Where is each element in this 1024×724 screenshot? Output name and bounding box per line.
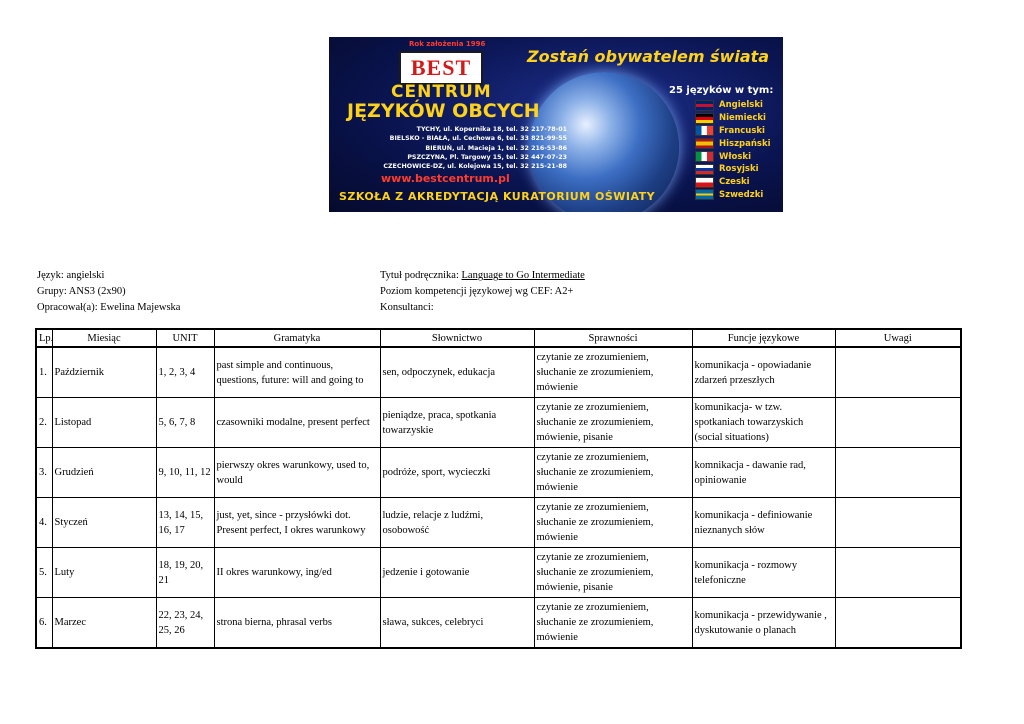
header-grammar: Gramatyka bbox=[214, 329, 380, 347]
language-item bbox=[695, 125, 771, 138]
cell-grammar: pierwszy okres warunkowy, used to, would bbox=[214, 448, 380, 498]
cell-functions: komnikacja - dawanie rad, opiniowanie bbox=[692, 448, 835, 498]
header-month: Miesiąc bbox=[52, 329, 156, 347]
cell-grammar: just, yet, since - przysłówki dot. Present perfect, I okres warunkowy bbox=[214, 498, 380, 548]
table-row bbox=[36, 448, 961, 498]
textbook-title-value: Language to Go Intermediate bbox=[461, 270, 585, 281]
author-line: Opracował(a): Ewelina Majewska bbox=[37, 302, 181, 313]
address-line: BIELSKO - BIAŁA, ul. Cechowa 6, tel. 33 821-99-55 bbox=[389, 135, 567, 143]
languages-list bbox=[695, 99, 771, 201]
syllabus-table bbox=[35, 328, 962, 649]
address-line: TYCHY, ul. Kopernika 18, tel. 32 217-78-01 bbox=[416, 126, 567, 133]
cell-month: Listopad bbox=[52, 398, 156, 448]
cell-lp: 2. bbox=[36, 398, 52, 448]
cell-notes bbox=[835, 347, 961, 398]
cell-notes bbox=[835, 548, 961, 598]
cell-skills: czytanie ze zrozumieniem, słuchanie ze zrozumieniem, mówienie, pisanie bbox=[534, 548, 692, 598]
cell-notes bbox=[835, 448, 961, 498]
cell-lp: 3. bbox=[36, 448, 52, 498]
best-logo: BEST bbox=[399, 51, 483, 85]
france-flag-icon bbox=[695, 125, 714, 136]
cell-unit: 22, 23, 24, 25, 26 bbox=[156, 598, 214, 649]
cell-unit: 13, 14, 15, 16, 17 bbox=[156, 498, 214, 548]
language-label: Włoski bbox=[719, 151, 751, 162]
language-label: Czeski bbox=[719, 177, 750, 188]
uk-flag-icon bbox=[695, 100, 714, 111]
cell-functions: komunikacja - rozmowy telefoniczne bbox=[692, 548, 835, 598]
address-line: CZECHOWICE-DZ, ul. Kolejowa 15, tel. 32 215-21-88 bbox=[383, 163, 567, 171]
cell-lp: 6. bbox=[36, 598, 52, 649]
cell-functions: komunikacja - przewidywanie , dyskutowanie o planach bbox=[692, 598, 835, 649]
cell-unit: 18, 19, 20, 21 bbox=[156, 548, 214, 598]
cell-functions: komunikacja- w tzw. spotkaniach towarzyskich (social situations) bbox=[692, 398, 835, 448]
cell-skills: czytanie ze zrozumieniem, słuchanie ze zrozumieniem, mówienie bbox=[534, 347, 692, 398]
cell-notes bbox=[835, 398, 961, 448]
header-unit: UNIT bbox=[156, 329, 214, 347]
banner-jezykow: JĘZYKÓW OBCYCH bbox=[347, 100, 540, 122]
cell-skills: czytanie ze zrozumieniem, słuchanie ze zrozumieniem, mówienie, pisanie bbox=[534, 398, 692, 448]
table-row bbox=[36, 598, 961, 649]
textbook-title-label: Tytuł podręcznika: bbox=[380, 270, 462, 281]
language-label: Rosyjski bbox=[719, 164, 759, 175]
cell-unit: 5, 6, 7, 8 bbox=[156, 398, 214, 448]
table-row bbox=[36, 347, 961, 398]
cell-grammar: czasowniki modalne, present perfect bbox=[214, 398, 380, 448]
course-info bbox=[37, 268, 180, 316]
consultants-line: Konsultanci: bbox=[380, 302, 434, 313]
language-item bbox=[695, 176, 771, 189]
sweden-flag-icon bbox=[695, 189, 714, 200]
germany-flag-icon bbox=[695, 113, 714, 124]
language-item bbox=[695, 112, 771, 125]
cell-notes bbox=[835, 498, 961, 548]
school-banner bbox=[329, 37, 783, 212]
founded-year: Rok założenia 1996 bbox=[409, 40, 486, 48]
groups-line: Grupy: ANS3 (2x90) bbox=[37, 286, 126, 297]
cell-month: Luty bbox=[52, 548, 156, 598]
table-row bbox=[36, 398, 961, 448]
address-line: PSZCZYNA, Pl. Targowy 15, tel. 32 447-07-23 bbox=[407, 153, 567, 161]
cell-vocabulary: pieniądze, praca, spotkania towarzyskie bbox=[380, 398, 534, 448]
language-label: Niemiecki bbox=[719, 113, 766, 124]
header-functions: Funcje językowe bbox=[692, 329, 835, 347]
cell-vocabulary: sen, odpoczynek, edukacja bbox=[380, 347, 534, 398]
cell-grammar: strona bierna, phrasal verbs bbox=[214, 598, 380, 649]
language-item bbox=[695, 163, 771, 176]
language-label: Angielski bbox=[719, 100, 763, 111]
header-vocabulary: Słownictwo bbox=[380, 329, 534, 347]
header-lp: Lp. bbox=[36, 329, 52, 347]
language-item bbox=[695, 137, 771, 150]
cell-vocabulary: sława, sukces, celebryci bbox=[380, 598, 534, 649]
cell-month: Styczeń bbox=[52, 498, 156, 548]
cell-unit: 1, 2, 3, 4 bbox=[156, 347, 214, 398]
russia-flag-icon bbox=[695, 164, 714, 175]
language-label: Francuski bbox=[719, 125, 765, 136]
table-row bbox=[36, 548, 961, 598]
language-label: Hiszpański bbox=[719, 138, 771, 149]
cell-vocabulary: ludzie, relacje z ludźmi, osobowość bbox=[380, 498, 534, 548]
header-skills: Sprawności bbox=[534, 329, 692, 347]
czech-flag-icon bbox=[695, 177, 714, 188]
cell-month: Marzec bbox=[52, 598, 156, 649]
banner-slogan: Zostań obywatelem świata bbox=[527, 47, 770, 66]
cell-skills: czytanie ze zrozumieniem, słuchanie ze zrozumieniem, mówienie bbox=[534, 598, 692, 649]
cell-notes bbox=[835, 598, 961, 649]
cef-level-line: Poziom kompetencji językowej wg CEF: A2+ bbox=[380, 286, 574, 297]
cell-grammar: past simple and continuous, questions, future: will and going to bbox=[214, 347, 380, 398]
cell-month: Grudzień bbox=[52, 448, 156, 498]
cell-month: Październik bbox=[52, 347, 156, 398]
cell-skills: czytanie ze zrozumieniem, słuchanie ze zrozumieniem, mówienie bbox=[534, 448, 692, 498]
textbook-title-line bbox=[380, 268, 585, 284]
language-label: Szwedzki bbox=[719, 189, 764, 200]
cell-functions: komunikacja - definiowanie nieznanych słów bbox=[692, 498, 835, 548]
language-line: Język: angielski bbox=[37, 270, 105, 281]
spain-flag-icon bbox=[695, 138, 714, 149]
table-header-row bbox=[36, 329, 961, 347]
banner-centrum: CENTRUM bbox=[391, 82, 492, 102]
cell-functions: komunikacja - opowiadanie zdarzeń przeszłych bbox=[692, 347, 835, 398]
cell-lp: 4. bbox=[36, 498, 52, 548]
header-notes: Uwagi bbox=[835, 329, 961, 347]
school-addresses bbox=[337, 125, 567, 171]
address-line: BIERUŃ, ul. Macieja 1, tel. 32 216-53-86 bbox=[425, 144, 567, 152]
cell-vocabulary: podróże, sport, wycieczki bbox=[380, 448, 534, 498]
cell-skills: czytanie ze zrozumieniem, słuchanie ze zrozumieniem, mówienie bbox=[534, 498, 692, 548]
language-item bbox=[695, 189, 771, 202]
italy-flag-icon bbox=[695, 151, 714, 162]
cell-vocabulary: jedzenie i gotowanie bbox=[380, 548, 534, 598]
language-item bbox=[695, 99, 771, 112]
banner-footer: SZKOŁA Z AKREDYTACJĄ KURATORIUM OŚWIATY bbox=[339, 190, 656, 203]
cell-lp: 1. bbox=[36, 347, 52, 398]
table-row bbox=[36, 498, 961, 548]
textbook-info bbox=[380, 268, 585, 316]
languages-title: 25 języków w tym: bbox=[669, 85, 774, 96]
cell-lp: 5. bbox=[36, 548, 52, 598]
website-url: www.bestcentrum.pl bbox=[381, 172, 510, 185]
cell-grammar: II okres warunkowy, ing/ed bbox=[214, 548, 380, 598]
cell-unit: 9, 10, 11, 12 bbox=[156, 448, 214, 498]
language-item bbox=[695, 150, 771, 163]
